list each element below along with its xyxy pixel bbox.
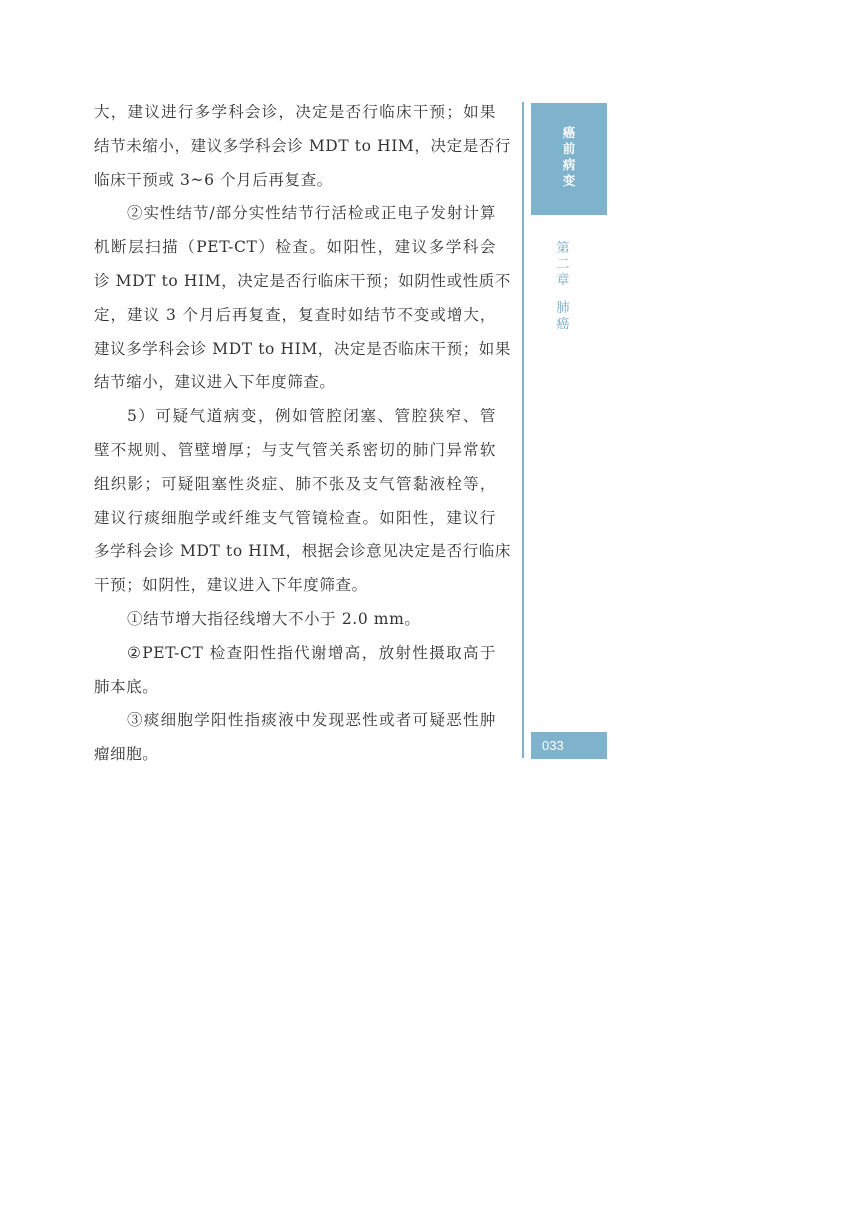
text-line: 大，建议进行多学科会诊，决定是否行临床干预；如果 xyxy=(94,103,496,121)
text-line: 5）可疑气道病变，例如管腔闭塞、管腔狭窄、管 xyxy=(127,407,496,426)
sidebar-divider-line xyxy=(522,102,524,758)
chapter-number: 第二章 xyxy=(556,241,570,288)
text-line: 定，建议 3 个月后再复查，复查时如结节不变或增大， xyxy=(94,305,496,324)
section-tab xyxy=(531,103,607,215)
text-line: 肺本底。 xyxy=(94,677,159,696)
text-line: 结节缩小，建议进入下年度筛查。 xyxy=(94,373,336,392)
text-line: ③痰细胞学阳性指痰液中发现恶性或者可疑恶性肿 xyxy=(127,711,496,730)
paragraph-note-1 xyxy=(94,603,496,637)
text-line: 建议行痰细胞学或纤维支气管镜检查。如阳性，建议行 xyxy=(94,508,496,527)
text-line: 多学科会诊 MDT to HIM，根据会诊意见决定是否行临床 xyxy=(94,542,511,561)
text-line: 组织影；可疑阻塞性炎症、肺不张及支气管黏液栓等， xyxy=(94,474,496,493)
text-line: 结节未缩小，建议多学科会诊 MDT to HIM，决定是否行 xyxy=(94,136,511,155)
section-tab-label: 癌前病变 xyxy=(562,125,576,188)
text-line: 机断层扫描（PET-CT）检查。如阳性，建议多学科会 xyxy=(94,238,496,257)
chapter-name: 肺癌 xyxy=(556,301,570,332)
page-number: 033 xyxy=(542,738,564,753)
paragraph-solid-nodule xyxy=(94,197,511,400)
page-number-tab xyxy=(531,732,607,759)
text-line: 临床干预或 3~6 个月后再复查。 xyxy=(94,170,333,189)
text-line: 建议多学科会诊 MDT to HIM，决定是否临床干预；如果 xyxy=(94,339,511,358)
paragraph-airway-lesion xyxy=(94,400,511,603)
text-line: 壁不规则、管壁增厚；与支气管关系密切的肺门异常软 xyxy=(94,440,496,459)
paragraph-note-2 xyxy=(94,637,496,705)
body-text xyxy=(94,96,511,772)
paragraph-note-3 xyxy=(94,704,496,772)
paragraph-continued xyxy=(94,96,511,197)
text-line: 干预；如阴性，建议进入下年度筛查。 xyxy=(94,576,368,595)
text-line: 瘤细胞。 xyxy=(94,745,159,764)
text-line: 诊 MDT to HIM，决定是否行临床干预；如阴性或性质不 xyxy=(94,271,511,290)
text-line: ①结节增大指径线增大不小于 2.0 mm。 xyxy=(127,609,421,628)
text-line: ②实性结节/部分实性结节行活检或正电子发射计算 xyxy=(127,204,496,223)
chapter-label xyxy=(555,241,571,333)
text-line: ②PET-CT 检查阳性指代谢增高，放射性摄取高于 xyxy=(127,643,496,662)
